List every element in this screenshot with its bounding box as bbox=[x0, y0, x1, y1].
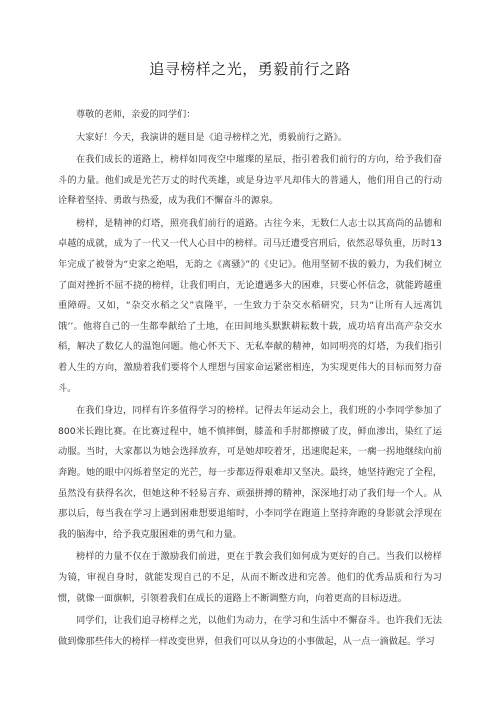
paragraph-classmate-example: 在我们身边，同样有许多值得学习的榜样。记得去年运动会上，我们班的小李同学参加了800米长跑比赛。在比赛过程中，她不慎摔倒，膝盖和手肘都擦破了皮，鲜血渗出，染红了运动服。当时，大家都以为她会选择放弃，可是她却咬着牙，迅速爬起来，一瘸一拐地继续向前奔跑。她的眼中闪烁着坚定的光芒，每一步都迈得艰难却又坚决。最终，她坚持跑完了全程，虽然没有获得名次，但她这种不轻易言弃、顽强拼搏的精神，深深地打动了我们每一个人。从那以后，每当我在学习上遇到困难想要退缩时，小李同学在跑道上坚持奔跑的身影就会浮现在我的脑海中，给予我克服困难的勇气和力量。 bbox=[58, 405, 442, 540]
paragraph-greeting: 大家好！今天，我演讲的题目是《追寻榜样之光，勇毅前行之路》。 bbox=[76, 131, 348, 143]
paragraph-historical-role-models: 榜样，是精神的灯塔，照亮我们前行的道路。古往今来，无数仁人志士以其高尚的品德和卓越的成就，成为了一代又一代人心目中的榜样。司马迁遭受宫刑后，依然忍辱负重，历时13年完成了被誉为“史家之绝唱，无韵之《离骚》”的《史记》。他用坚韧不拔的毅力，为我们树立了面对挫折不屈不挠的榜样，让我们明白，无论遭遇多大的困难，只要心怀信念，就能跨越重重障碍。又如，“杂交水稻之父”袁隆平，一生致力于杂交水稻研究，只为“让所有人远离饥饿’’。他将自己的一生都奉献给了土地，在田间地头默默耕耘数十载，成功培育出高产杂交水稻，解决了数亿人的温饱问题。他心怀天下、无私奉献的精神，如同明亮的灯塔，为我们指引着人生的方向，激励着我们要将个人理想与国家命运紧密相连，为实现更伟大的目标而努力奋斗。 bbox=[58, 217, 442, 394]
salutation: 尊敬的老师，亲爱的同学们： bbox=[76, 109, 196, 120]
paragraph-call-to-action: 同学们，让我们追寻榜样之光，以他们为动力，在学习和生活中不懈奋斗。也许我们无法做到像那些伟大的榜样一样改变世界，但我们可以从身边的小事做起，从一点一滴做起。学习 bbox=[58, 615, 442, 647]
document-title: 追寻榜样之光，勇毅前行之路 bbox=[149, 60, 351, 78]
paragraph-intro: 在我们成长的道路上，榜样如同夜空中璀璨的星辰，指引着我们前行的方向，给予我们奋斗的力量。他们或是光芒万丈的时代英雄，或是身边平凡却伟大的普通人，他们用自己的行动诠释着坚持、勇敢与热爱，成为我们不懈奋斗的源泉。 bbox=[58, 154, 442, 207]
paragraph-power-of-role-models: 榜样的力量不仅在于激励我们前进，更在于教会我们如何成为更好的自己。当我们以榜样为镜，审视自身时，就能发现自己的不足，从而不断改进和完善。他们的优秀品质和行为习惯，就像一面旗帜，引领着我们在成长的道路上不断调整方向，向着更高的目标迈进。 bbox=[58, 551, 442, 604]
